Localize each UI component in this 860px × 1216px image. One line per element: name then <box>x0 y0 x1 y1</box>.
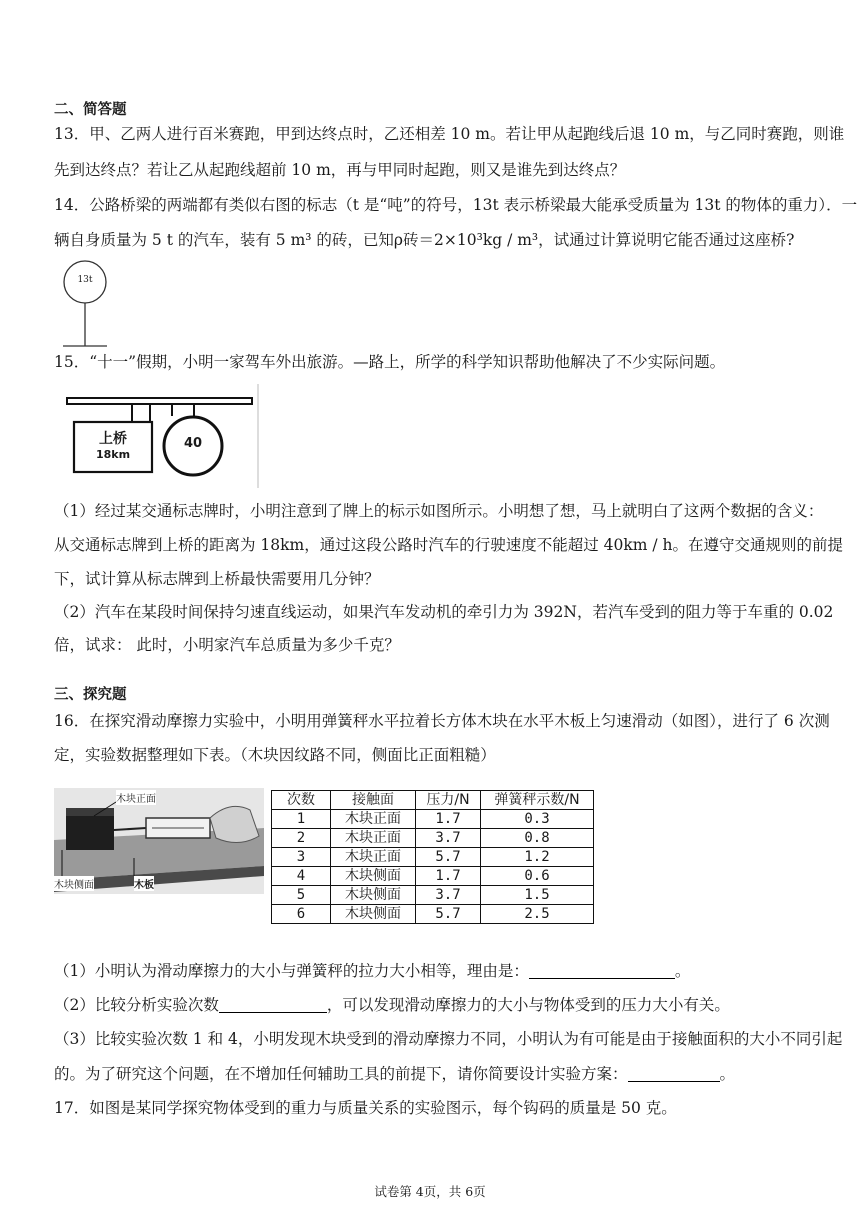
table-cell: 木块正面 <box>331 848 416 867</box>
answer-blank-3[interactable] <box>628 1065 720 1082</box>
q16-s1-end: 。 <box>674 962 691 980</box>
table-cell: 5 <box>272 886 331 905</box>
header-pressure: 压力/N <box>416 791 481 810</box>
header-reading: 弹簧秤示数/N <box>481 791 594 810</box>
q13-line2: 先到达终点？若让乙从起跑线超前 10 m，再与甲同时起跑，则又是谁先到达终点？ <box>54 161 626 179</box>
table-cell: 3.7 <box>416 829 481 848</box>
table-cell: 1.5 <box>481 886 594 905</box>
q16-s1 <box>54 956 814 986</box>
q16-s2 <box>54 990 814 1020</box>
q17-line1: 17．如图是某同学探究物体受到的重力与质量关系的实验图示，每个钩码的质量是 50 克。 <box>54 1099 677 1117</box>
q15-p1-line1: （1）经过某交通标志牌时，小明注意到了牌上的标示如图所示。小明想了想，马上就明白了这两个数据的含义： <box>54 502 824 520</box>
table-cell: 5.7 <box>416 905 481 924</box>
q15-p2-line1: （2）汽车在某段时间保持匀速直线运动，如果汽车发动机的牵引力为 392N，若汽车受到的阻力等于车重的 0.02 <box>54 603 834 621</box>
weight-limit-sign-figure <box>60 260 110 350</box>
q14-line2: 辆自身质量为 5 t 的汽车，装有 5 m³ 的砖，已知ρ砖＝2×10³kg / m³，试通过计算说明它能否通过这座桥? <box>54 231 795 249</box>
table-cell: 3.7 <box>416 886 481 905</box>
table-cell: 1.7 <box>416 867 481 886</box>
q16-s3-line1: （3）比较实验次数 1 和 4，小明发现木块受到的滑动摩擦力不同，小明认为有可能是由于接触面积的大小不同引起 <box>54 1030 843 1048</box>
table-cell: 木块侧面 <box>331 867 416 886</box>
q16-s1-text: （1）小明认为滑动摩擦力的大小与弹簧秤的拉力大小相等，理由是： <box>54 962 529 980</box>
header-trial: 次数 <box>272 791 331 810</box>
table-header-row <box>272 791 594 810</box>
section-title-short-answer: 二、简答题 <box>54 102 127 118</box>
table-cell: 3 <box>272 848 331 867</box>
q13-line1: 13．甲、乙两人进行百米赛跑，甲到达终点时，乙还相差 10 m。若让甲从起跑线后退 10 m，与乙同时赛跑，则谁 <box>54 125 845 143</box>
q16-s3-end: 。 <box>719 1065 736 1083</box>
traffic-sign-figure <box>62 384 262 488</box>
q15-line1: 15．“十一”假期，小明一家驾车外出旅游。—路上，所学的科学知识帮助他解决了不少实际问题。 <box>54 353 726 371</box>
table-cell: 1 <box>272 810 331 829</box>
page-footer: 试卷第 4页，共 6页 <box>374 1184 486 1199</box>
table-cell: 木块正面 <box>331 829 416 848</box>
table-row <box>272 829 594 848</box>
table-cell: 0.8 <box>481 829 594 848</box>
bridge-sign-text: 上桥 <box>99 431 127 447</box>
table-cell: 6 <box>272 905 331 924</box>
label-block-front: 木块正面 <box>116 790 156 805</box>
table-row <box>272 867 594 886</box>
table-cell: 2 <box>272 829 331 848</box>
q16-line1: 16．在探究滑动摩擦力实验中，小明用弹簧秤水平拉着长方体木块在水平木板上匀速滑动（如图），进行了 6 次测 <box>54 712 830 730</box>
table-cell: 木块侧面 <box>331 905 416 924</box>
q15-p1-line3: 下，试计算从标志牌到上桥最快需要用几分钟？ <box>54 570 380 588</box>
table-cell: 木块正面 <box>331 810 416 829</box>
section-title-inquiry: 三、探究题 <box>54 687 127 703</box>
table-row <box>272 848 594 867</box>
friction-experiment-figure <box>54 788 264 894</box>
table-cell: 4 <box>272 867 331 886</box>
table-cell: 1.7 <box>416 810 481 829</box>
table-cell: 木块侧面 <box>331 886 416 905</box>
q15-p1-line2: 从交通标志牌到上桥的距离为 18km，通过这段公路时汽车的行驶速度不能超过 40km / h。在遵守交通规则的前提 <box>54 536 844 554</box>
table-cell: 2.5 <box>481 905 594 924</box>
table-cell: 0.3 <box>481 810 594 829</box>
label-board: 木板 <box>134 876 154 891</box>
table-row <box>272 886 594 905</box>
q15-p2-line2: 倍，试求： 此时，小明家汽车总质量为多少千克？ <box>54 636 400 654</box>
q16-s2-text: （2）比较分析实验次数 <box>54 996 219 1014</box>
q16-s3-text: 的。为了研究这个问题，在不增加任何辅助工具的前提下，请你简要设计实验方案： <box>54 1065 628 1083</box>
weight-limit-label: 13t <box>77 275 93 285</box>
speed-limit-text: 40 <box>183 436 203 451</box>
answer-blank-2[interactable] <box>219 996 327 1013</box>
q16-s3-line2 <box>54 1059 814 1089</box>
answer-blank-1[interactable] <box>529 962 675 979</box>
table-cell: 1.2 <box>481 848 594 867</box>
friction-data-table <box>271 790 594 924</box>
bridge-distance-text: 18km <box>95 448 131 461</box>
table-cell: 0.6 <box>481 867 594 886</box>
label-block-side: 木块侧面 <box>54 876 94 891</box>
table-row <box>272 810 594 829</box>
table-cell: 5.7 <box>416 848 481 867</box>
q14-line1: 14．公路桥梁的两端都有类似右图的标志（t 是“吨”的符号，13t 表示桥梁最大能承受质量为 13t 的物体的重力）．一 <box>54 196 858 214</box>
header-surface: 接触面 <box>331 791 416 810</box>
q16-s2-end: ，可以发现滑动摩擦力的大小与物体受到的压力大小有关。 <box>326 996 730 1014</box>
q16-line2: 定，实验数据整理如下表。（木块因纹路不同，侧面比正面粗糙） <box>54 746 496 764</box>
table-row <box>272 905 594 924</box>
